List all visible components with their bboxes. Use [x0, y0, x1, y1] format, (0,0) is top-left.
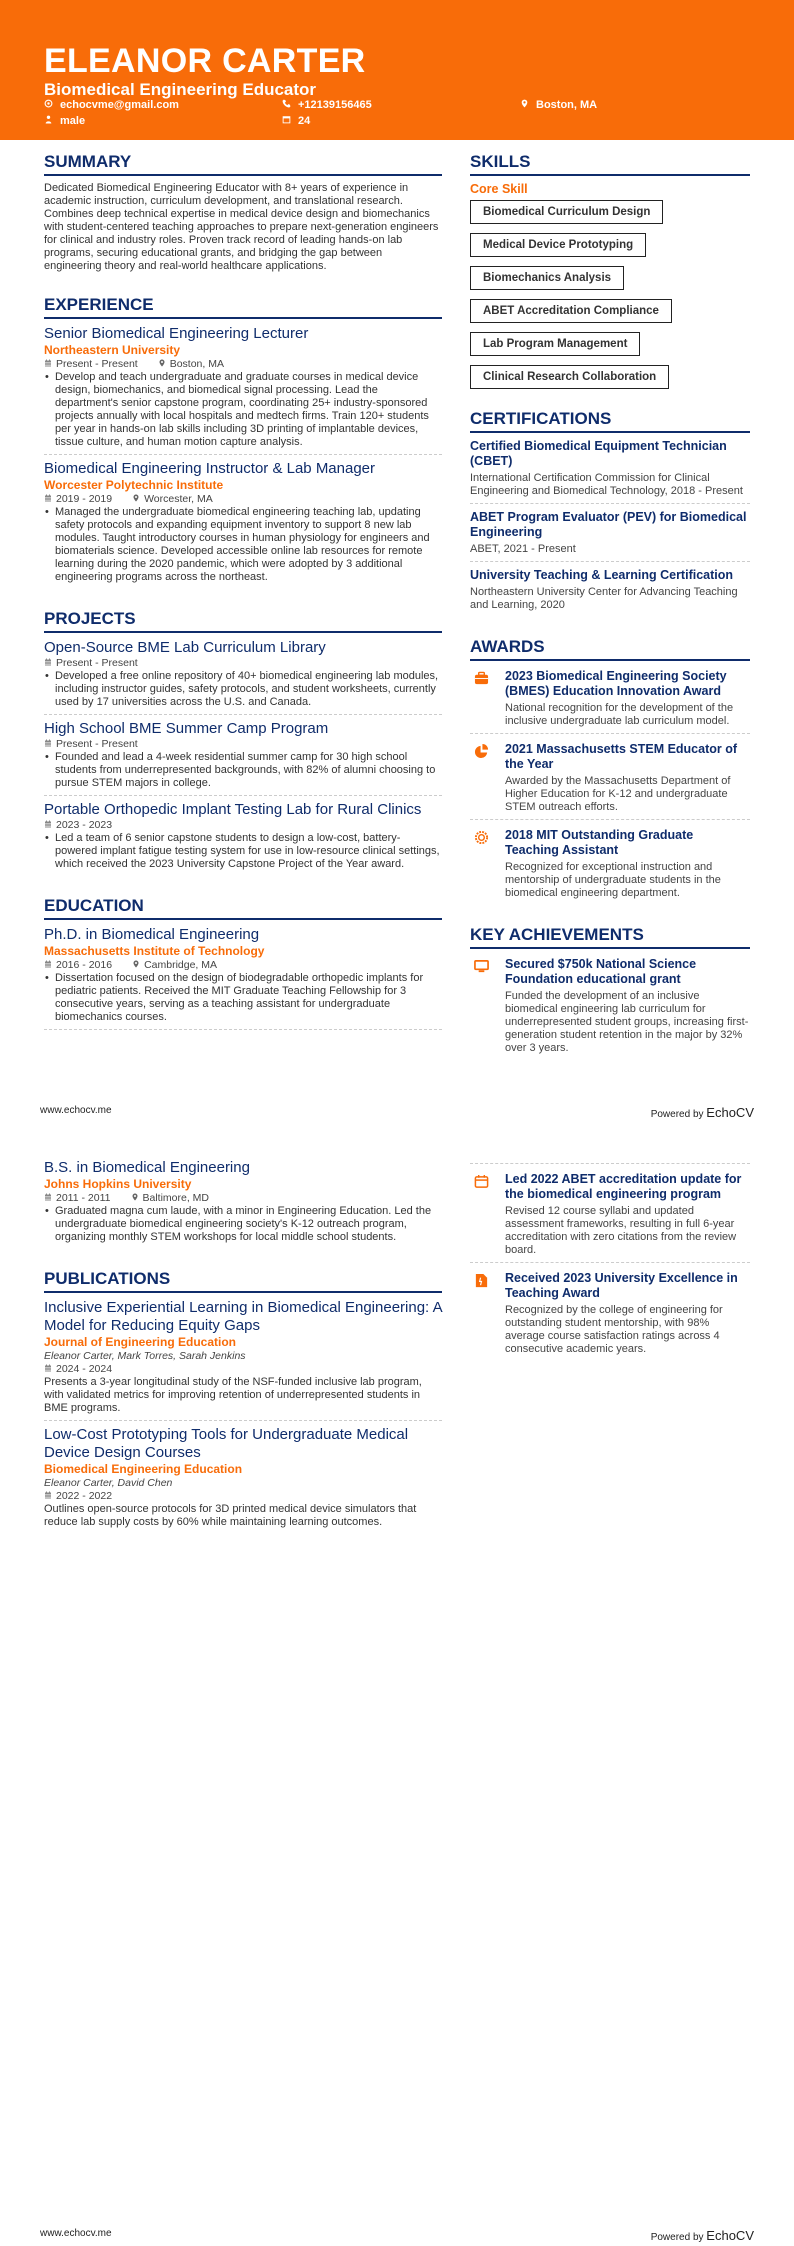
entry-description: ABET, 2021 - Present [470, 543, 576, 555]
calendar-icon [44, 1192, 52, 1205]
powered-prefix: Powered by [650, 1109, 704, 1120]
summary-section [44, 152, 442, 273]
certifications-entry [470, 568, 750, 617]
entry-bullets [44, 506, 442, 584]
entry-title: Low-Cost Prototyping Tools for Undergraduate Medical Device Design Courses [44, 1426, 409, 1461]
bullet-item: • Dissertation focused on the design of biodegradable orthopedic implants for pediatric patients. Received the MIT Graduate Teaching Fellowship for 3 consecutive years, serving as a teaching assistant for undergraduate biomechanics courses. [44, 972, 442, 1024]
entry-date: Present - Present [56, 358, 138, 370]
projects-entry [44, 801, 442, 876]
contact-item [44, 99, 179, 111]
location-pin-icon [132, 959, 140, 972]
projects-entry [44, 639, 442, 715]
entry-location [132, 959, 217, 972]
awards-entry [470, 826, 750, 905]
experience-section [44, 295, 442, 589]
entry-description: Outlines open-source protocols for 3D printed medical device simulators that reduce lab supply costs by 60% while maintaining learning outcomes. [44, 1503, 417, 1528]
bullet-item: • Led a team of 6 senior capstone students to design a low-cost, battery-powered implant fatigue testing system for use in low-resource clinical settings, which received the 2023 University Capstone Project of the Year award. [44, 832, 442, 871]
achievements-section [470, 1163, 750, 1361]
certifications-entry [470, 510, 750, 562]
summary-heading: SUMMARY [44, 152, 442, 176]
entry-organization: Journal of Engineering Education [44, 1335, 237, 1349]
location-text: Baltimore, MD [142, 1192, 210, 1204]
location-pin-icon [132, 493, 140, 506]
entry-authors: Eleanor Carter, Mark Torres, Sarah Jenkins [44, 1350, 246, 1362]
bullet-item: • Founded and lead a 4-week residential summer camp for 30 high school students from underrepresented backgrounds, with 82% of alumni choosing to pursue STEM majors in college. [44, 751, 442, 790]
briefcase-icon [474, 669, 491, 728]
resume-header [0, 0, 794, 140]
location-text: Boston, MA [169, 358, 224, 370]
entry-date: 2022 - 2022 [56, 1490, 113, 1502]
entry-body [505, 1172, 750, 1257]
entry-title: Open-Source BME Lab Curriculum Library [44, 639, 326, 656]
entry-meta [44, 358, 442, 371]
experience-entry [44, 460, 442, 589]
contact-item [282, 99, 372, 111]
entry-date: Present - Present [56, 657, 138, 669]
entry-description: Revised 12 course syllabi and updated assessment frameworks, resulting in full 6-year accreditation with zero citations from the review board. [505, 1205, 737, 1256]
calendar-icon [282, 115, 291, 127]
entry-title: 2021 Massachusetts STEM Educator of the Year [505, 742, 738, 771]
publications-entry [44, 1299, 442, 1421]
bullet-item: • Managed the undergraduate biomedical engineering teaching lab, updating safety protocols and expanding equipment inventory to support 8 new lab modules. Taught introductory courses in human physiology for engineers and biomaterials science. Developed accessible online lab resources for remote learning during the 2020 pandemic, which were adopted by 3 additional engineering programs across the northeast. [44, 506, 442, 584]
entry-title: 2023 Biomedical Engineering Society (BMES) Education Innovation Award [505, 669, 727, 698]
entry-description: Northeastern University Center for Advancing Teaching and Learning, 2020 [470, 586, 738, 611]
powered-brand: EchoCV [706, 2228, 754, 2243]
footer-website[interactable]: www.echocv.me [40, 2228, 112, 2239]
entry-body [505, 957, 750, 1055]
location-text: Worcester, MA [144, 493, 213, 505]
achievements-section [470, 925, 750, 1060]
resume-page-2 [0, 1123, 794, 2246]
education-entry [44, 926, 442, 1030]
bullet-item: • Graduated magna cum laude, with a minor in Engineering Education. Led the undergraduate biomedical engineering society's K-12 outreach program, organizing monthly STEM workshops for local middle school students. [44, 1205, 442, 1244]
entry-date: 2024 - 2024 [56, 1363, 113, 1375]
skills-section [470, 152, 750, 389]
entry-organization: Massachusetts Institute of Technology [44, 944, 265, 958]
entry-date: 2011 - 2011 [56, 1192, 111, 1204]
achievements-entry [470, 1269, 750, 1361]
entry-title: Portable Orthopedic Implant Testing Lab for Rural Clinics [44, 801, 422, 818]
bullet-item: • Develop and teach undergraduate and graduate courses in medical device design, biomechanics, and biomedical signal processing. Lead the department's senior capstone program, coordinating 25+ industry-sponsored projects annually with local hospitals and medtech firms. Train 120+ students per year in hands-on lab skills including 3D printing of implantable devices, tissue culture, and human motion capture analysis. [44, 371, 442, 449]
entry-title: Senior Biomedical Engineering Lecturer [44, 325, 309, 342]
candidate-name: ELEANOR CARTER [44, 42, 366, 80]
calendar-icon [44, 657, 52, 670]
calendar-icon [44, 1363, 52, 1376]
contact-item [44, 115, 85, 127]
entry-title: Received 2023 University Excellence in Teaching Award [505, 1271, 738, 1300]
at-icon [44, 99, 53, 111]
entry-body [505, 1271, 750, 1356]
entry-body [505, 742, 750, 814]
entry-date: 2023 - 2023 [56, 819, 113, 831]
achievements-heading: KEY ACHIEVEMENTS [470, 925, 750, 949]
location-pin-icon [158, 358, 166, 371]
entry-date: Present - Present [56, 738, 138, 750]
contact-text[interactable]: Boston, MA [536, 99, 598, 111]
certifications-section [470, 409, 750, 617]
entry-location [132, 493, 213, 506]
entry-date: 2019 - 2019 [56, 493, 113, 505]
entry-body [505, 828, 750, 900]
entry-authors: Eleanor Carter, David Chen [44, 1477, 173, 1489]
entry-description: Recognized for exceptional instruction and mentorship of undergraduate students in the biomedical engineering department. [505, 861, 721, 899]
experience-heading: EXPERIENCE [44, 295, 442, 319]
entry-location [131, 1192, 210, 1205]
entry-description: National recognition for the development of the inclusive undergraduate lab curriculum model. [505, 702, 734, 727]
achievements-entry [470, 955, 750, 1060]
entry-bullets [44, 832, 442, 871]
summary-text: Dedicated Biomedical Engineering Educator with 8+ years of experience in academic instruction, curriculum development, and translational research. Combines deep technical expertise in medical device design and biomechanics with student-centered teaching approaches to prepare next-generation engineers for clinical and industry roles. Proven track record of leading hands-on lab programs, securing educational grants, and bridging the gap between engineering theory and real-world healthcare applications. [44, 182, 439, 272]
projects-heading: PROJECTS [44, 609, 442, 633]
education-entry [44, 1159, 442, 1249]
entry-meta [44, 738, 442, 751]
entry-organization: Worcester Polytechnic Institute [44, 478, 224, 492]
education-heading: EDUCATION [44, 896, 442, 920]
location-text: Cambridge, MA [144, 959, 218, 971]
experience-entry [44, 325, 442, 455]
publications-entry [44, 1426, 442, 1534]
entry-title: Biomedical Engineering Instructor & Lab Manager [44, 460, 376, 477]
entry-organization: Johns Hopkins University [44, 1177, 192, 1191]
skill-tag: Biomechanics Analysis [470, 266, 624, 290]
footer-powered-by [651, 1105, 754, 1120]
skill-tag: Medical Device Prototyping [470, 233, 646, 257]
entry-meta [44, 657, 442, 670]
entry-title: B.S. in Biomedical Engineering [44, 1159, 250, 1176]
entry-description: Recognized by the college of engineering for outstanding student mentorship, with 98% average course satisfaction ratings across 4 consecutive academic years. [505, 1304, 723, 1355]
entry-title: Certified Biomedical Equipment Technician (CBET) [470, 439, 727, 468]
entry-title: University Teaching & Learning Certification [470, 568, 734, 582]
footer-powered-by [651, 2228, 754, 2243]
projects-entry [44, 720, 442, 796]
entry-description: Funded the development of an inclusive biomedical engineering lab curriculum for underrepresented student groups, increasing first-generation student retention in the major by 32% over 3 years. [505, 990, 749, 1054]
entry-title: Led 2022 ABET accreditation update for the biomedical engineering program [505, 1172, 742, 1201]
pie-chart-icon [474, 742, 491, 814]
phone-icon [282, 99, 291, 111]
entry-meta [44, 1490, 442, 1503]
entry-body [505, 669, 750, 728]
entry-title: Ph.D. in Biomedical Engineering [44, 926, 260, 943]
awards-heading: AWARDS [470, 637, 750, 661]
right-column [470, 1163, 750, 1381]
contact-item [282, 115, 310, 127]
entry-description: Presents a 3-year longitudinal study of the NSF-funded inclusive lab program, with validated metrics for improving retention of underrepresented students in BME programs. [44, 1376, 422, 1414]
skill-tag: ABET Accreditation Compliance [470, 299, 672, 323]
entry-title: Inclusive Experiential Learning in Biomedical Engineering: A Model for Reducing Equity Gaps [44, 1299, 442, 1334]
monitor-icon [474, 957, 491, 1055]
skill-group-label: Core Skill [470, 182, 528, 196]
location-pin-icon [131, 1192, 139, 1205]
person-icon [44, 115, 53, 127]
calendar-icon [44, 959, 52, 972]
contact-item [520, 99, 597, 111]
projects-section [44, 609, 442, 876]
contact-text[interactable]: male [60, 115, 86, 127]
entry-bullets [44, 972, 442, 1024]
entry-description: International Certification Commission for Clinical Engineering and Biomedical Technology, 2018 - Present [470, 472, 743, 497]
entry-title: ABET Program Evaluator (PEV) for Biomedical Engineering [470, 510, 747, 539]
file-icon [474, 1271, 491, 1356]
left-column [44, 152, 442, 1050]
entry-title: 2018 MIT Outstanding Graduate Teaching Assistant [505, 828, 694, 857]
calendar-icon [474, 1172, 491, 1257]
entry-bullets [44, 1205, 442, 1244]
calendar-icon [44, 1490, 52, 1503]
contact-text[interactable]: +12139156465 [298, 99, 372, 111]
entry-description: Awarded by the Massachusetts Department of Higher Education for K-12 and undergraduate STEM outreach efforts. [505, 775, 731, 813]
footer-website[interactable]: www.echocv.me [40, 1105, 112, 1116]
awards-entry [470, 740, 750, 820]
entry-meta [44, 1363, 442, 1376]
calendar-icon [44, 493, 52, 506]
gear-icon [474, 828, 491, 900]
awards-section [470, 637, 750, 905]
entry-title: Secured $750k National Science Foundation educational grant [505, 957, 697, 986]
calendar-icon [44, 358, 52, 371]
right-column [470, 152, 750, 1080]
education-section [44, 896, 442, 1030]
entry-meta [44, 1192, 442, 1205]
calendar-icon [44, 819, 52, 832]
candidate-title: Biomedical Engineering Educator [44, 80, 317, 99]
left-column [44, 1159, 442, 1554]
entry-organization: Northeastern University [44, 343, 181, 357]
contact-text[interactable]: echocvme@gmail.com [60, 99, 179, 111]
awards-entry [470, 667, 750, 734]
skills-heading: SKILLS [470, 152, 750, 176]
entry-meta [44, 959, 442, 972]
entry-bullets [44, 371, 442, 449]
powered-brand: EchoCV [706, 1105, 754, 1120]
education-section [44, 1159, 442, 1249]
entry-location [158, 358, 224, 371]
achievements-entry [470, 1170, 750, 1263]
entry-bullets [44, 751, 442, 790]
location-icon [520, 99, 529, 111]
skill-tag: Clinical Research Collaboration [470, 365, 669, 389]
publications-heading: PUBLICATIONS [44, 1269, 442, 1293]
contact-text[interactable]: 24 [298, 115, 311, 127]
skill-tag: Biomedical Curriculum Design [470, 200, 663, 224]
entry-organization: Biomedical Engineering Education [44, 1462, 243, 1476]
certifications-entry [470, 439, 750, 504]
certifications-heading: CERTIFICATIONS [470, 409, 750, 433]
publications-section [44, 1269, 442, 1534]
entry-title: High School BME Summer Camp Program [44, 720, 329, 737]
calendar-icon [44, 738, 52, 751]
entry-meta [44, 493, 442, 506]
bullet-item: • Developed a free online repository of 40+ biomedical engineering lab modules, including instructor guides, safety protocols, and student worksheets, currently used by 17 universities across the U.S. and Canada. [44, 670, 442, 709]
powered-prefix: Powered by [650, 2232, 704, 2243]
skill-tag: Lab Program Management [470, 332, 640, 356]
entry-bullets [44, 670, 442, 709]
entry-meta [44, 819, 442, 832]
entry-date: 2016 - 2016 [56, 959, 113, 971]
